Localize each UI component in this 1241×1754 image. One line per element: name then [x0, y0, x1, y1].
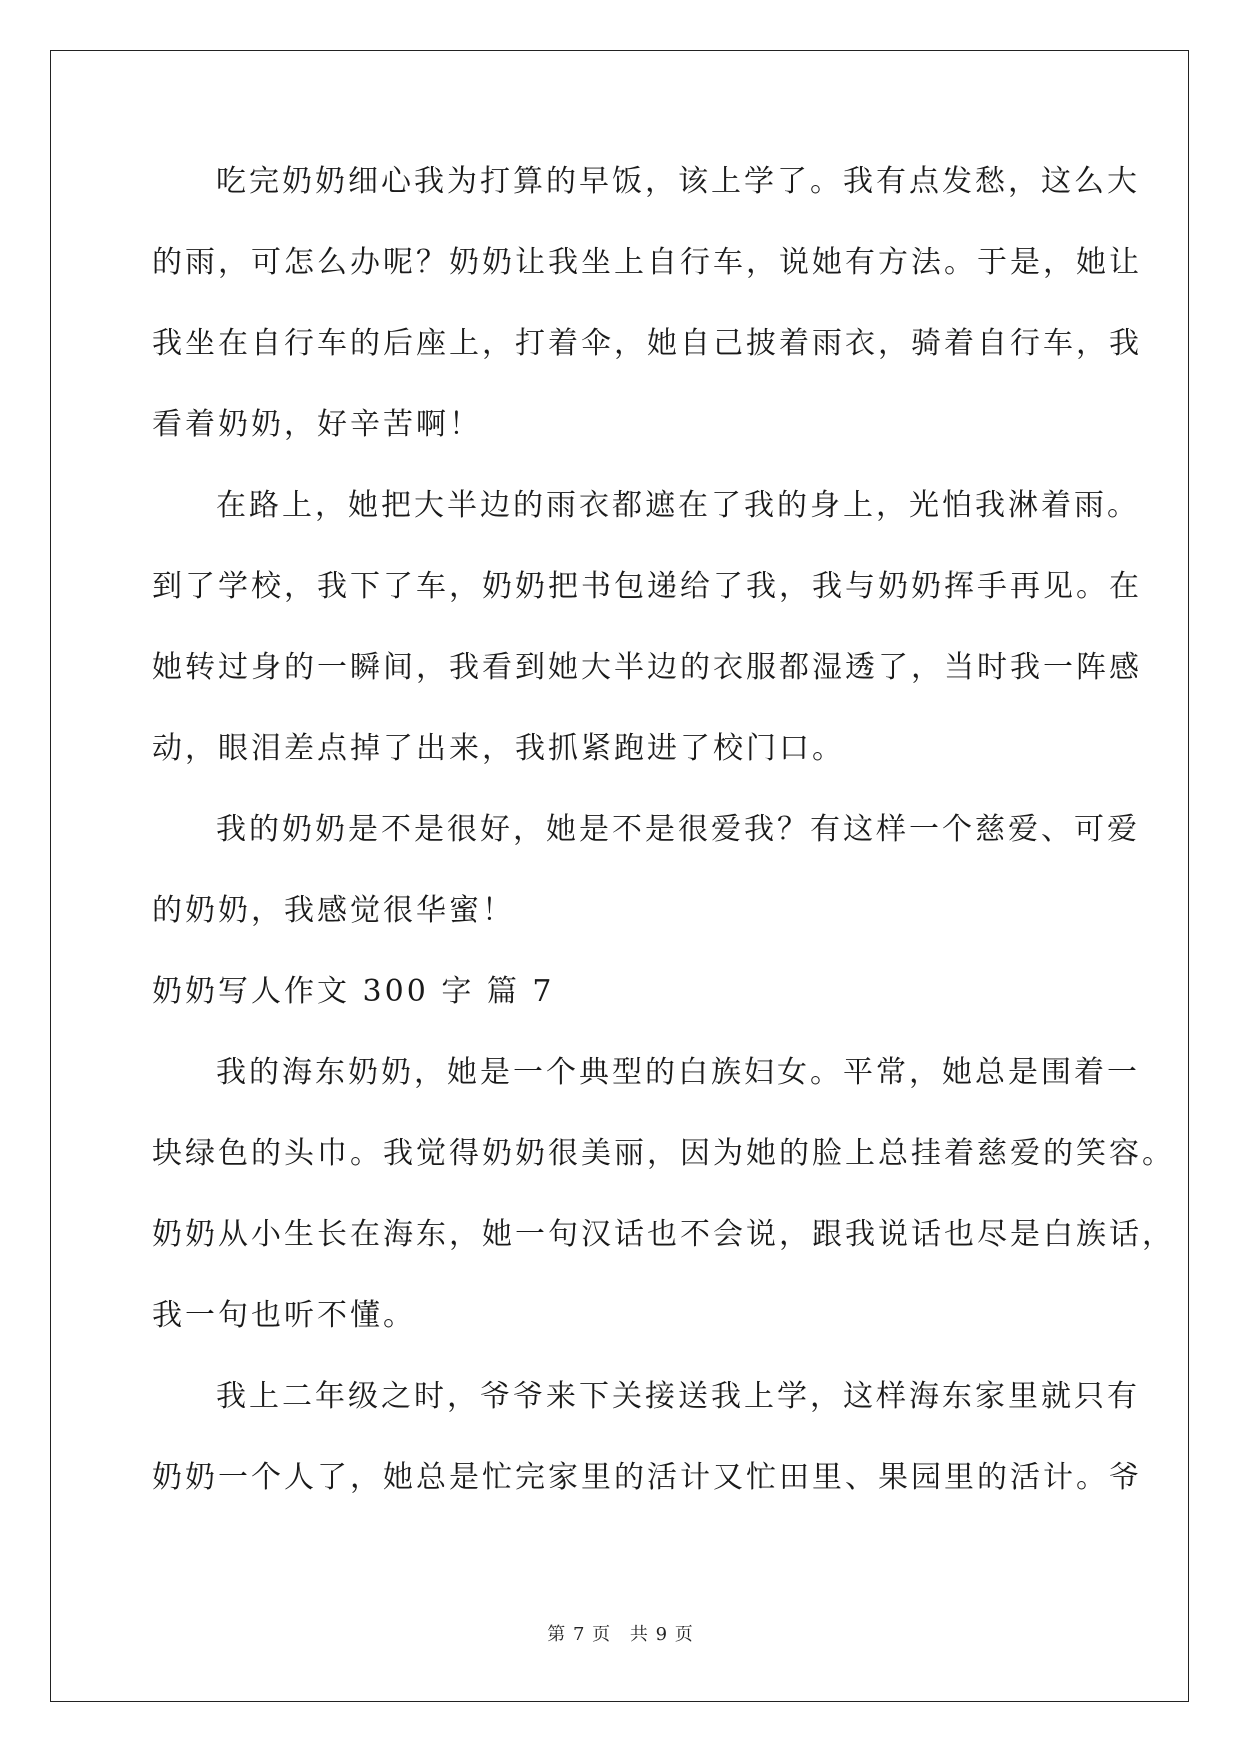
- text-line: 的雨，可怎么办呢？奶奶让我坐上自行车，说她有方法。于是，她让: [152, 245, 1142, 280]
- page-footer: [0, 1620, 1241, 1646]
- text-line: 我坐在自行车的后座上，打着伞，她自己披着雨衣，骑着自行车，我: [152, 326, 1142, 361]
- text-line: 动，眼泪差点掉了出来，我抓紧跑进了校门口。: [152, 731, 845, 766]
- text-line: 奶奶一个人了，她总是忙完家里的活计又忙田里、果园里的活计。爷: [152, 1460, 1142, 1495]
- text-line: 我的海东奶奶，她是一个典型的白族妇女。平常，她总是围着一: [216, 1055, 1140, 1090]
- page-number: 第 7 页: [547, 1624, 612, 1645]
- text-line: 奶奶从小生长在海东，她一句汉话也不会说，跟我说话也尽是白族话，: [152, 1217, 1175, 1252]
- document-body: [152, 160, 1175, 1537]
- text-line: 看着奶奶，好辛苦啊！: [152, 407, 482, 442]
- text-line: 在路上，她把大半边的雨衣都遮在了我的身上，光怕我淋着雨。: [216, 488, 1140, 523]
- text-line: 我一句也听不懂。: [152, 1298, 416, 1333]
- section-heading: 奶奶写人作文 300 字 篇 7: [152, 974, 555, 1009]
- text-line: 她转过身的一瞬间，我看到她大半边的衣服都湿透了，当时我一阵感: [152, 650, 1142, 685]
- text-line: 吃完奶奶细心我为打算的早饭，该上学了。我有点发愁，这么大: [216, 164, 1140, 199]
- page-total: 共 9 页: [629, 1624, 694, 1645]
- text-line: 的奶奶，我感觉很华蜜！: [152, 893, 515, 928]
- text-line: 到了学校，我下了车，奶奶把书包递给了我，我与奶奶挥手再见。在: [152, 569, 1142, 604]
- text-line: 我上二年级之时，爷爷来下关接送我上学，这样海东家里就只有: [216, 1379, 1140, 1414]
- text-line: 块绿色的头巾。我觉得奶奶很美丽，因为她的脸上总挂着慈爱的笑容。: [152, 1136, 1175, 1171]
- text-line: 我的奶奶是不是很好，她是不是很爱我？有这样一个慈爱、可爱: [216, 812, 1140, 847]
